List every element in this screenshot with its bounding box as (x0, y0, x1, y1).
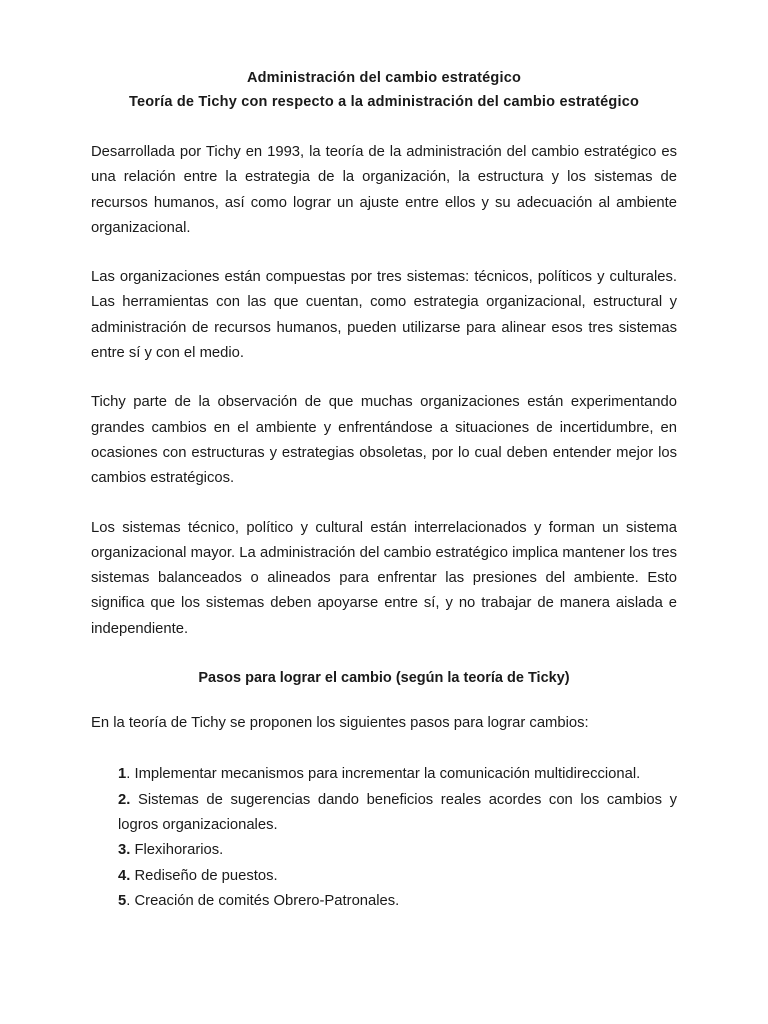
list-item (118, 864, 677, 889)
document-title: Administración del cambio estratégico (246, 70, 522, 86)
document-page (91, 66, 677, 914)
steps-list (91, 762, 677, 914)
step-number: 1 (118, 766, 127, 783)
step-text: Rediseño de puestos. (134, 867, 278, 884)
document-subtitle: Teoría de Tichy con respecto a la administración del cambio estratégico (128, 94, 640, 110)
step-text: Implementar mecanismos para incrementar la comunicación multidireccional. (134, 766, 641, 783)
paragraph: Tichy parte de la observación de que muchas organizaciones están experimentando grandes cambios en el ambiente y enfrentándose a situaciones de incertidumbre, en ocasiones con estructuras y estrategias obsoletas, por lo cual deben entender mejor los cambios estratégicos. (91, 394, 677, 487)
step-separator (130, 792, 138, 808)
list-item (118, 889, 677, 914)
paragraph: Las organizaciones están compuestas por tres sistemas: técnicos, políticos y culturales. Las herramientas con las que cuentan, como estrategia organizacional, estructural y administración de recursos humanos, pueden utilizarse para alinear esos tres sistemas entre sí y con el medio. (91, 269, 677, 362)
list-item (118, 788, 677, 839)
step-number: 4. (118, 867, 131, 884)
paragraph: Los sistemas técnico, político y cultural están interrelacionados y forman un sistema organizacional mayor. La administración del cambio estratégico implica mantener los tres sistemas balanceados o alineados para enfrentar las presiones del ambiente. Esto significa que los sistemas deben apoyarse entre sí, y no trabajar de manera aislada e independiente. (91, 519, 677, 637)
section-title: Pasos para lograr el cambio (según la teoría de Ticky) (198, 670, 570, 687)
step-number: 5 (118, 892, 127, 909)
step-number: 3. (118, 842, 131, 859)
step-text: Creación de comités Obrero-Patronales. (134, 892, 400, 909)
step-text: Sistemas de sugerencias dando beneficios reales acordes con los cambios y logros organizacionales. (118, 791, 677, 833)
list-item (118, 762, 677, 787)
list-item (118, 838, 677, 863)
step-separator: . (126, 892, 135, 909)
paragraph: Desarrollada por Tichy en 1993, la teoría de la administración del cambio estratégico es una relación entre la estrategia de la organización, la estructura y los sistemas de recursos humanos, así como lograr un ajuste entre ellos y su adecuación al ambiente organizacional. (91, 144, 677, 236)
steps-intro: En la teoría de Tichy se proponen los siguientes pasos para lograr cambios: (91, 715, 589, 732)
step-separator: . (126, 766, 135, 783)
step-number: 2. (118, 791, 131, 808)
step-text: Flexihorarios. (134, 842, 224, 859)
